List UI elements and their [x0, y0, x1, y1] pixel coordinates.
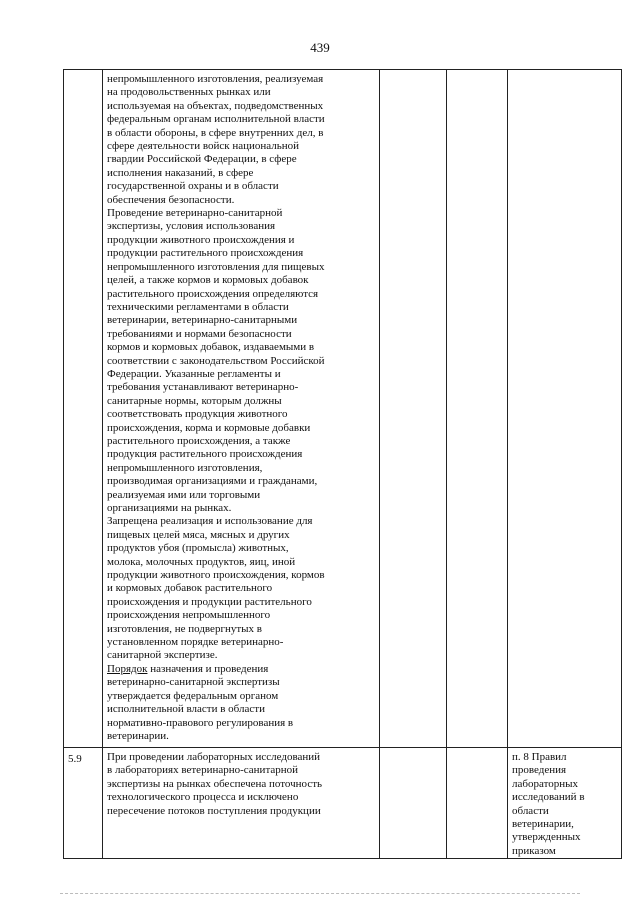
- paragraph: непромышленного изготовления, реализуемая на продовольственных рынках или используемая на объектах, подведомственных федеральным органам исполнительной власти в области обороны, в сфере внутренних дел, в сфере деятельности войск национальной гвардии Российской Федерации, в сфере исполнения наказаний, в сфере государственной охраны и в области обеспечения безопасности.: [107, 73, 325, 206]
- requirements-table: [63, 69, 622, 859]
- reference-text: п. 8 Правил проведения лабораторных исследований в области ветеринарии, утвержденных приказом: [512, 751, 585, 857]
- page-number: 439: [310, 40, 330, 55]
- requirement-text-cell: [103, 748, 380, 859]
- table-row: [64, 748, 622, 859]
- reference-cell: [508, 748, 622, 859]
- requirement-text: [103, 748, 379, 818]
- paragraph: Проведение ветеринарно-санитарной экспертизы, условия использования продукции животного происхождения и продукции растительного происхождения непромышленного изготовления для пищевых целей, а также кормов и кормовых добавок растительного происхождения определяются техническими регламентами в области ветеринарии, ветеринарно-санитарными требованиями и нормами безопасности кормов и кормовых добавок, издаваемыми в соответствии с законодательством Российской Федерации. Указанные регламенты и требования устанавливают ветеринарно- санитарные нормы, которым должны соответствовать продукция животного происхождения, корма и кормовые добавки растительного происхождения, а также продукция растительного происхождения непромышленного изготовления, производимая организациями и гражданами, реализуемая ими или торговыми организациями на рынках.: [107, 207, 325, 514]
- paragraph-rest: назначения и проведения ветеринарно-санитарной экспертизы утверждается федеральным органом исполнительной власти в области нормативно-правового регулирования в ветеринарии.: [107, 662, 294, 742]
- paragraph: Запрещена реализация и использование для пищевых целей мяса, мясных и других продуктов убоя (промысла) животных, молока, молочных продуктов, яиц, иной продукции животного происхождения, кормов и кормовых добавок растительного происхождения и продукции растительного происхождения непромышленного изготовления, не подвергнутых в установленном порядке ветеринарно- санитарной экспертизе.: [107, 515, 325, 662]
- table-row: [64, 70, 622, 748]
- row-number: [64, 70, 102, 75]
- scan-artifact-line: [60, 893, 580, 895]
- procedure-link[interactable]: Порядок: [107, 662, 148, 675]
- empty-cell: [380, 70, 447, 748]
- row-number-cell: [64, 70, 103, 748]
- requirement-text-cell: [103, 70, 380, 748]
- empty-cell: [447, 748, 508, 859]
- reference-cell: [508, 70, 622, 748]
- row-number-cell: [64, 748, 103, 859]
- empty-cell: [447, 70, 508, 748]
- reference-text: [508, 70, 621, 73]
- empty-cell: [380, 748, 447, 859]
- requirement-text: [103, 70, 379, 743]
- row-number: 5.9: [68, 753, 82, 765]
- paragraph: [107, 663, 375, 743]
- paragraph: При проведении лабораторных исследований в лабораториях ветеринарно-санитарной экспертизы на рынках обеспечена поточность технологического процесса и исключено пересечение потоков поступления продукции: [107, 751, 323, 817]
